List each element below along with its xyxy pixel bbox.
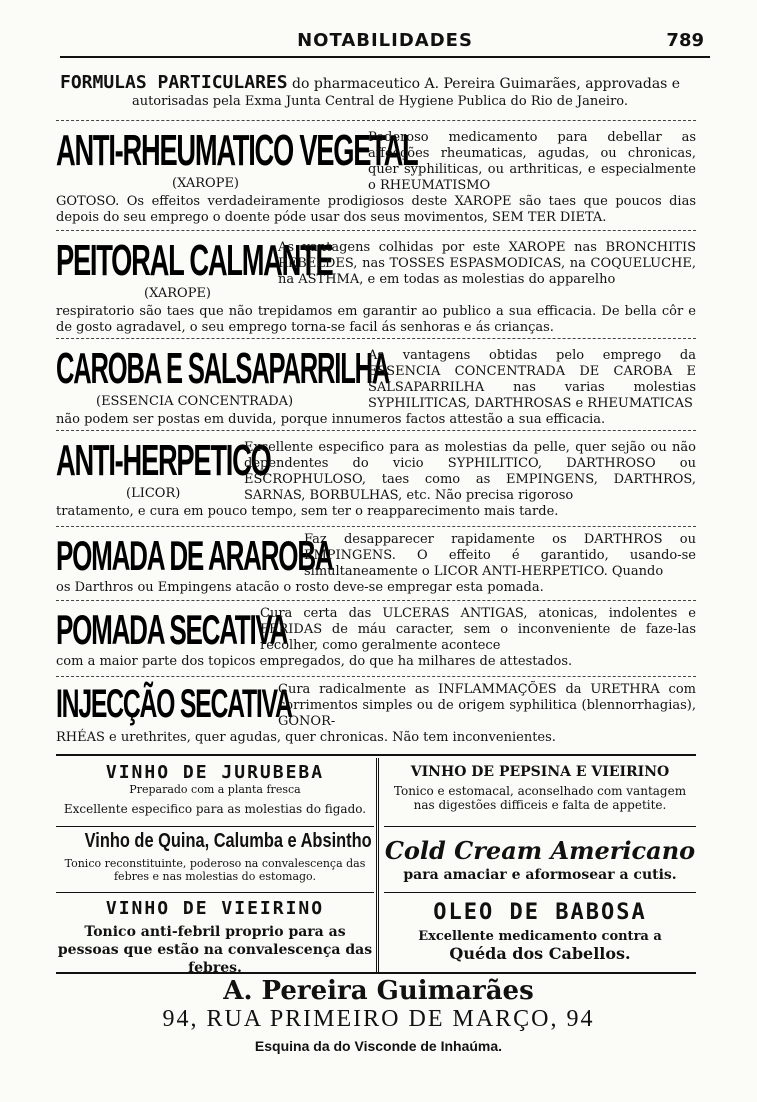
product-name: ANTI-HERPETICO bbox=[56, 436, 271, 485]
divider bbox=[56, 338, 696, 339]
page-number: 789 bbox=[666, 30, 704, 51]
product-peitoral-calmante bbox=[56, 236, 696, 340]
grid-column-divider bbox=[376, 758, 379, 974]
divider bbox=[56, 676, 696, 677]
product-description-cont: os Darthros ou Empingens atacão o rosto deve-se empregar esta pomada. bbox=[56, 580, 544, 595]
ad-description: Tonico e estomacal, aconselhado com vantagem nas digestões difficeis e falta de appetite. bbox=[393, 784, 687, 812]
product-form: (XAROPE) bbox=[144, 286, 212, 301]
ad-vinho-quina bbox=[56, 830, 374, 883]
ad-title: Cold Cream Americano bbox=[384, 836, 696, 865]
divider bbox=[56, 600, 696, 601]
product-anti-herpetico bbox=[56, 436, 696, 524]
intro-paragraph bbox=[60, 74, 700, 111]
product-description: Faz desapparecer rapidamente os DARTHROS ou EMPINGENS. O effeito é garantido, usando-se simultaneamente o LICOR ANTI-HERPETICO. Quando bbox=[304, 532, 696, 579]
grid-rule bbox=[56, 892, 374, 893]
ad-vinho-pepsina bbox=[384, 764, 696, 812]
product-description-cont: respiratorio são taes que não trepidamos em garantir ao publico a sua efficacia. De bella côr e de gosto agradavel, o seu emprego torna-se facil ás senhoras e ás crianças. bbox=[56, 304, 696, 335]
ad-title: VINHO DE JURUBEBA bbox=[105, 762, 325, 783]
product-description-cont: tratamento, e cura em pouco tempo, sem ter o reapparecimento mais tarde. bbox=[56, 504, 559, 519]
product-description: Excellente especifico para as molestias da pelle, quer sejão ou não dependentes do vicio SYPHILITICO, DARTHROSO ou ESCROPHULOSO, taes como as EMPINGENS, DARTHROS, SARNAS, BORBULHAS, etc. Não precisa rigoroso bbox=[244, 440, 696, 503]
ad-description: Tonico reconstituinte, poderoso na convalescença das febres e nas molestias do estomago. bbox=[64, 857, 366, 883]
ad-description: Excellente medicamento contra a bbox=[418, 929, 662, 944]
product-description-cont: RHÉAS e urethrites, quer agudas, quer chronicas. Não tem inconvenientes. bbox=[56, 730, 556, 745]
header-rule bbox=[60, 56, 710, 58]
intro-line1: do pharmaceutico A. Pereira Guimarães, approvadas e bbox=[292, 76, 681, 92]
product-injeccao-secativa bbox=[56, 682, 696, 748]
grid-rule bbox=[384, 826, 696, 827]
merchant-corner: Esquina da do Visconde de Inhaúma. bbox=[254, 1038, 503, 1054]
product-caroba bbox=[56, 344, 696, 428]
product-description: Cura certa das ULCERAS ANTIGAS, atonicas, indolentes e FERIDAS de máu caracter, sem o inconveniente de faze-las recolher, como geralmente acontece bbox=[260, 606, 696, 653]
product-description: Poderoso medicamento para debellar as affecções rheumaticas, agudas, ou chronicas, quer syphiliticas, ou arthriticas, e especialmente o RHEUMATISMO bbox=[368, 130, 696, 193]
ad-vinho-vieirino bbox=[56, 898, 374, 977]
merchant-name: A. Pereira Guimarães bbox=[223, 976, 534, 1006]
product-description-cont: não podem ser postas em duvida, porque innumeros factos attestão a sua efficacia. bbox=[56, 412, 606, 427]
intro-line2: autorisadas pela Exma Junta Central de Hygiene Publica do Rio de Janeiro. bbox=[131, 94, 629, 109]
product-description: As vantagens obtidas pelo emprego da ESSENCIA CONCENTRADA DE CAROBA E SALSAPARRILHA nas varias molestias SYPHILITICAS, DARTHROSAS e RHEUMATICAS bbox=[368, 348, 696, 411]
product-name: INJECÇÃO SECATIVA bbox=[56, 682, 292, 726]
ad-title: VINHO DE PEPSINA E VIEIRINO bbox=[410, 764, 670, 780]
divider bbox=[56, 430, 696, 431]
intro-lead: FORMULAS PARTICULARES bbox=[60, 72, 288, 93]
product-description: As vantagens colhidas por este XAROPE nas BRONCHITIS REBELDES, nas TOSSES ESPASMODICAS, na COQUELUCHE, na ASTHMA, e em todas as molestias do apparelho bbox=[278, 240, 696, 287]
running-title: NOTABILIDADES bbox=[297, 30, 473, 51]
ad-description: para amaciar e aformosear a cutis. bbox=[403, 867, 677, 883]
ad-title: OLEO DE BABOSA bbox=[433, 900, 647, 925]
product-description-cont: GOTOSO. Os effeitos verdadeiramente prodigiosos deste XAROPE são taes que poucos dias depois do seu emprego o doente póde usar dos seus movimentos, SEM TER DIETA. bbox=[56, 194, 696, 225]
ad-description: Excellente especifico para as molestias do figado. bbox=[63, 802, 367, 816]
ad-oleo-babosa bbox=[384, 900, 696, 963]
grid-rule bbox=[384, 892, 696, 893]
product-pomada-araroba bbox=[56, 532, 696, 598]
ad-subtitle: Preparado com a planta fresca bbox=[129, 783, 301, 796]
ad-title: VINHO DE VIEIRINO bbox=[105, 898, 325, 919]
product-description: Cura radicalmente as INFLAMMAÇÕES da URETHRA com corrimentos simples ou de origem syphilitica (blennorrhagias), GONOR- bbox=[278, 682, 696, 729]
grid-top-rule bbox=[56, 754, 696, 756]
product-form: (XAROPE) bbox=[172, 176, 240, 191]
product-name: CAROBA E SALSAPARRILHA bbox=[56, 344, 390, 393]
product-pomada-secativa bbox=[56, 606, 696, 672]
product-form: (LICOR) bbox=[126, 486, 181, 501]
product-description-cont: com a maior parte dos topicos empregados, do que ha milhares de attestados. bbox=[56, 654, 573, 669]
ad-vinho-jurubeba bbox=[56, 762, 374, 816]
ad-description: Tonico anti-febril proprio para as pessoas que estão na convalescença das febres. bbox=[57, 924, 373, 976]
product-name: POMADA SECATIVA bbox=[56, 606, 288, 653]
divider bbox=[56, 526, 696, 527]
product-name: PEITORAL CALMANTE bbox=[56, 236, 333, 285]
grid-rule bbox=[56, 826, 374, 827]
merchant-address: 94, RUA PRIMEIRO DE MARÇO, 94 bbox=[162, 1006, 595, 1032]
page-header bbox=[60, 30, 710, 58]
divider bbox=[56, 120, 696, 121]
ad-title: Vinho de Quina, Calumba e Absintho bbox=[84, 830, 372, 852]
ad-cold-cream bbox=[384, 836, 696, 883]
ad-description-2: Quéda dos Cabellos. bbox=[449, 944, 631, 963]
product-name: POMADA DE ARAROBA bbox=[56, 532, 333, 579]
product-form: (ESSENCIA CONCENTRADA) bbox=[96, 394, 294, 409]
product-anti-rheumatico bbox=[56, 126, 696, 230]
product-name: ANTI-RHEUMATICO VEGETAL bbox=[56, 126, 418, 175]
divider bbox=[56, 230, 696, 231]
